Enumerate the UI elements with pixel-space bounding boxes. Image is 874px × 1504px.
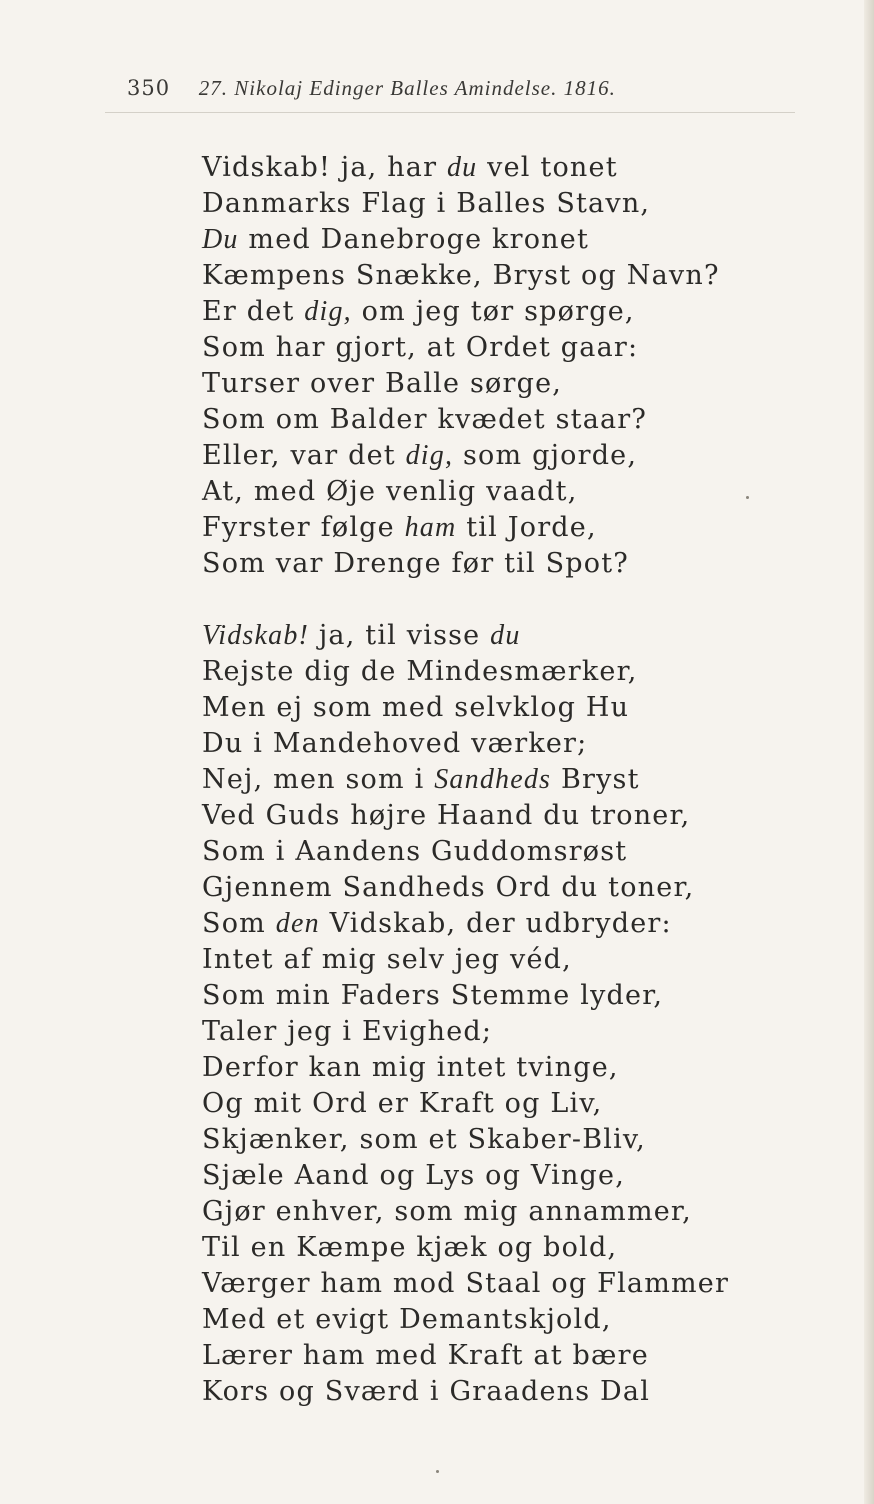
line-text: Med et evigt Demantskjold, <box>202 1304 612 1335</box>
line-text: Nej, men som i <box>202 764 435 795</box>
emphasis-text: du <box>490 620 521 651</box>
poem-line <box>202 510 762 546</box>
stanza-1 <box>202 150 762 582</box>
line-text: Kæmpens Snække, Bryst og Navn? <box>202 260 720 291</box>
line-text: med Danebroge kronet <box>238 224 589 255</box>
poem-line <box>202 1374 762 1410</box>
poem-line <box>202 654 762 690</box>
line-text: Som min Faders Stemme lyder, <box>202 980 664 1011</box>
poem-line <box>202 834 762 870</box>
line-text: At, med Øje venlig vaadt, <box>202 476 578 507</box>
line-text: Du i Mandehoved værker; <box>202 728 588 759</box>
line-text: Og mit Ord er Kraft og Liv, <box>202 1088 603 1119</box>
stanza-gap <box>202 582 762 618</box>
poem-body <box>202 150 762 1410</box>
poem-line <box>202 1302 762 1338</box>
page-number: 350 <box>127 76 171 100</box>
emphasis-text: dig, <box>405 440 454 471</box>
line-text: Gjennem Sandheds Ord du toner, <box>202 872 695 903</box>
poem-line <box>202 618 762 654</box>
line-text: til Jorde, <box>456 512 597 543</box>
emphasis-text: den <box>275 908 320 939</box>
line-text: om jeg tør spørge, <box>351 296 635 327</box>
line-text: Som var Drenge før til Spot? <box>202 548 629 579</box>
running-title: 27. Nikolaj Edinger Balles Amindelse. 1816. <box>198 76 616 100</box>
line-text: Som om Balder kvædet staar? <box>202 404 648 435</box>
line-text: som gjorde, <box>453 440 638 471</box>
line-text: Eller, var det <box>202 440 406 471</box>
poem-line <box>202 762 762 798</box>
line-text: Som i Aandens Guddomsrøst <box>202 836 628 867</box>
line-text: Skjænker, som et Skaber-Bliv, <box>202 1124 646 1155</box>
emphasis-text: Vidskab! <box>202 620 310 651</box>
paper-speck <box>746 496 749 499</box>
emphasis-text: du <box>446 152 478 183</box>
emphasis-text: ham <box>404 512 457 543</box>
line-text: Men ej som med selvklog Hu <box>202 692 630 723</box>
line-text: Turser over Balle sørge, <box>202 368 563 399</box>
poem-line <box>202 978 762 1014</box>
running-header <box>127 70 727 106</box>
poem-line <box>202 546 762 582</box>
emphasis-text: dig, <box>304 296 352 327</box>
line-text: Fyrster følge <box>202 512 405 543</box>
line-text: Som har gjort, at Ordet gaar: <box>202 332 639 363</box>
line-text: vel tonet <box>477 152 618 183</box>
emphasis-text: Sandheds <box>434 764 552 795</box>
line-text: Intet af mig selv jeg véd, <box>202 944 572 975</box>
line-text: Taler jeg i Evighed; <box>202 1016 493 1047</box>
poem-line <box>202 798 762 834</box>
poem-line <box>202 942 762 978</box>
poem-line <box>202 1194 762 1230</box>
poem-line <box>202 186 762 222</box>
poem-line <box>202 1014 762 1050</box>
line-text: Vidskab, der udbryder: <box>319 908 672 939</box>
poem-line <box>202 1230 762 1266</box>
line-text: Rejste dig de Mindesmærker, <box>202 656 638 687</box>
line-text: Til en Kæmpe kjæk og bold, <box>202 1232 618 1263</box>
line-text: Værger ham mod Staal og Flammer <box>202 1268 730 1299</box>
poem-line <box>202 726 762 762</box>
poem-line <box>202 906 762 942</box>
poem-line <box>202 366 762 402</box>
line-text: Som <box>202 908 276 939</box>
poem-line <box>202 222 762 258</box>
poem-line <box>202 1266 762 1302</box>
header-rule <box>105 112 795 113</box>
poem-line <box>202 1338 762 1374</box>
line-text: Er det <box>202 296 305 327</box>
line-text: Ved Guds højre Haand du troner, <box>202 800 691 831</box>
poem-line <box>202 150 762 186</box>
line-text: Vidskab! ja, har <box>202 152 447 183</box>
stanza-2 <box>202 618 762 1410</box>
line-text: Kors og Sværd i Graadens Dal <box>202 1376 651 1407</box>
line-text: Lærer ham med Kraft at bære <box>202 1340 649 1371</box>
paper-speck <box>436 1470 439 1473</box>
poem-line <box>202 1050 762 1086</box>
poem-line <box>202 1158 762 1194</box>
poem-line <box>202 258 762 294</box>
line-text: Gjør enhver, som mig annammer, <box>202 1196 692 1227</box>
emphasis-text: Du <box>202 224 239 255</box>
poem-line <box>202 438 762 474</box>
poem-line <box>202 474 762 510</box>
poem-line <box>202 294 762 330</box>
line-text: Danmarks Flag i Balles Stavn, <box>202 188 651 219</box>
line-text: Sjæle Aand og Lys og Vinge, <box>202 1160 625 1191</box>
poem-line <box>202 690 762 726</box>
line-text: Bryst <box>551 764 640 795</box>
poem-line <box>202 1122 762 1158</box>
poem-line <box>202 402 762 438</box>
line-text: ja, til visse <box>309 620 491 651</box>
poem-line <box>202 870 762 906</box>
poem-line <box>202 1086 762 1122</box>
page-edge <box>864 0 874 1504</box>
line-text: Derfor kan mig intet tvinge, <box>202 1052 619 1083</box>
poem-line <box>202 330 762 366</box>
